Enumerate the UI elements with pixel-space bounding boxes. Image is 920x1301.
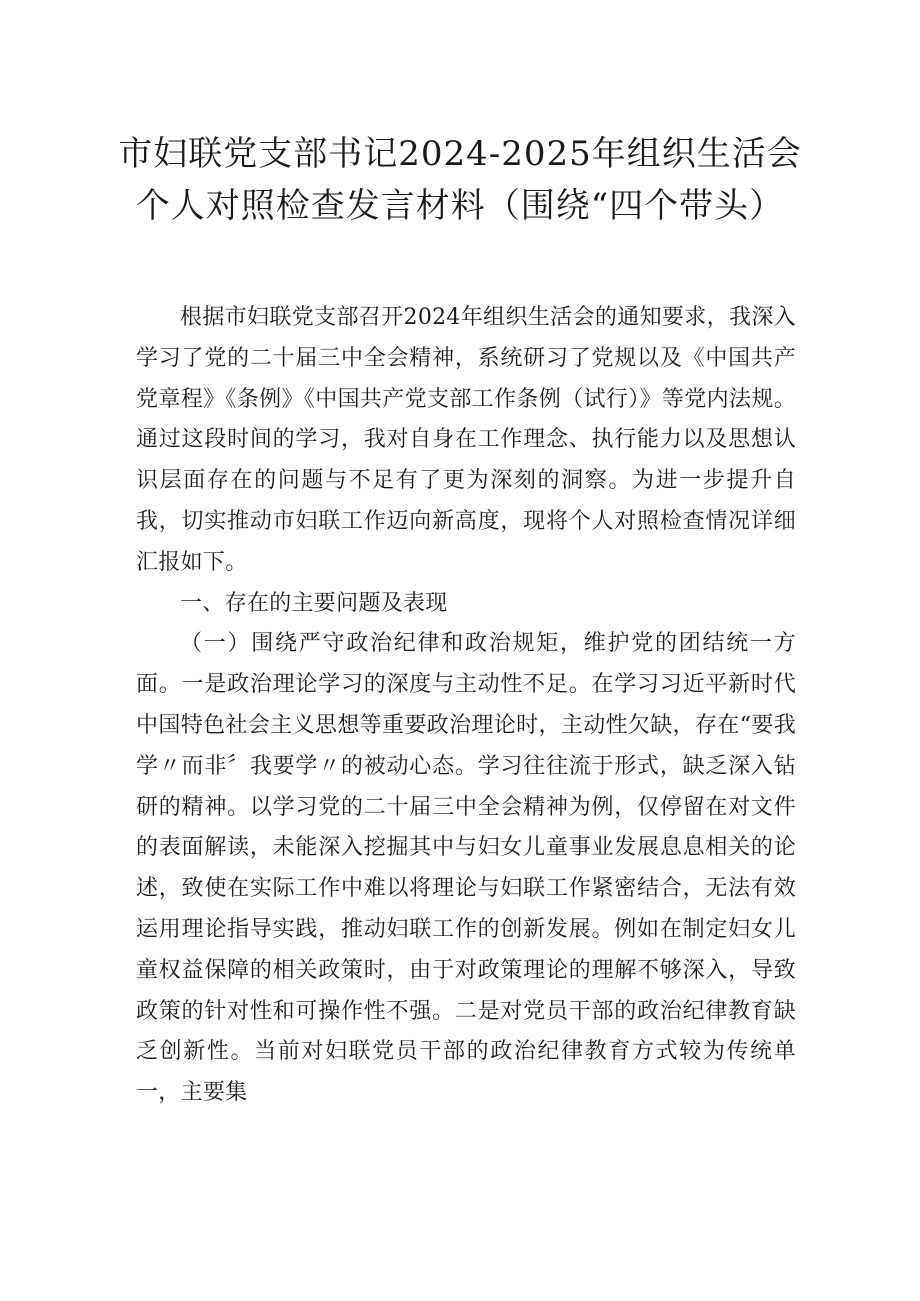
document-body — [136, 298, 796, 1114]
intro-paragraph: 根据市妇联党支部召开2024年组织生活会的通知要求，我深入学习了党的二十届三中全会精神，系统研习了党规以及《中国共产党章程》《条例》《中国共产党支部工作条例（试行）》等党内法规。通过这段时间的学习，我对自身在工作理念、执行能力以及思想认识层面存在的问题与不足有了更为深刻的洞察。为进一步提升自我，切实推动市妇联工作迈向新高度，现将个人对照检查情况详细汇报如下。 — [136, 305, 796, 575]
title-line-2: 个人对照检查发言材料（围绕“四个带头） — [135, 186, 785, 226]
section-heading: 一、存在的主要问题及表现 — [180, 590, 448, 616]
title-line-1: 市妇联党支部书记2024-2025年组织生活会 — [118, 134, 802, 174]
section-paragraph: （一）围绕严守政治纪律和政治规矩，维护党的团结统一方面。一是政治理论学习的深度与主动性不足。在学习习近平新时代中国特色社会主义思想等重要政治理论时，主动性欠缺，存在“要我学〃而非〞我要学〃的被动心态。学习往往流于形式，缺乏深入钻研的精神。以学习党的二十届三中全会精神为例，仅停留在对文件的表面解读，未能深入挖掘其中与妇女儿童事业发展息息相关的论述，致使在实际工作中难以将理论与妇联工作紧密结合，无法有效运用理论指导实践，推动妇联工作的创新发展。例如在制定妇女儿童权益保障的相关政策时，由于对政策理论的理解不够深入，导致政策的针对性和可操作性不强。二是对党员干部的政治纪律教育缺乏创新性。当前对妇联党员干部的政治纪律教育方式较为传统单一，主要集 — [136, 631, 796, 1106]
document-title — [110, 128, 810, 232]
